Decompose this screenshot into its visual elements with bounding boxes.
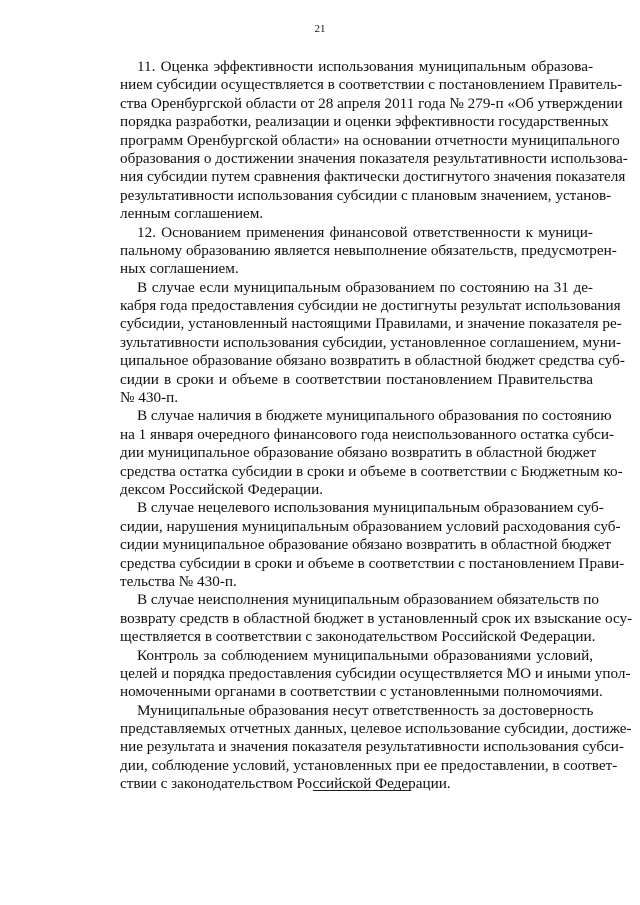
- text-line: дии муниципальное образование обязано возвратить в областной бюджет: [120, 444, 597, 462]
- text-line: ния субсидии путем сравнения фактически достигнутого значения показателя: [120, 168, 626, 186]
- text-line: субсидии, установленный настоящими Правилами, и значение показателя ре-: [120, 315, 622, 333]
- text-line: представляемых отчетных данных, целевое использование субсидии, достиже-: [120, 720, 632, 738]
- text-line: 11. Оценка эффективности использования муниципальным образова-: [137, 58, 593, 75]
- document-body: [120, 58, 633, 794]
- text-line: ципальное образование обязано возвратить в областной бюджет средства суб-: [120, 352, 625, 370]
- text-line: ства Оренбургской области от 28 апреля 2011 года № 279-п «Об утверждении: [120, 94, 623, 112]
- text-line: нием субсидии осуществляется в соответствии с постановлением Правитель-: [120, 76, 623, 94]
- text-line: средства остатка субсидии в сроки и объеме в соответствии с Бюджетным ко-: [120, 462, 623, 480]
- paragraph: [120, 58, 628, 224]
- paragraph: [120, 223, 617, 279]
- text-line: ных соглашением.: [120, 260, 239, 278]
- text-line: ществляется в соответствии с законодательством Российской Федерации.: [120, 628, 596, 646]
- text-line: дексом Российской Федерации.: [120, 480, 324, 498]
- text-line: В случае неисполнения муниципальным образованием обязательств по: [137, 591, 599, 609]
- text-line: ние результата и значения показателя результативности использования субси-: [120, 738, 624, 756]
- text-line: сидии, нарушения муниципальным образованием условий расходования суб-: [120, 517, 621, 535]
- text-line: пальному образованию является невыполнение обязательств, предусмотрен-: [120, 241, 617, 259]
- text-line: зультативности использования субсидии, установленное соглашением, муни-: [120, 333, 622, 351]
- text-line: тельства № 430-п.: [120, 572, 237, 590]
- text-line: Муниципальные образования несут ответственность за достоверность: [137, 701, 594, 719]
- page-number: 21: [314, 23, 326, 35]
- text-line: образования о достижении значения показателя результативности использова-: [120, 149, 628, 167]
- text-line: кабря года предоставления субсидии не достигнуты результат использования: [120, 297, 621, 315]
- text-line: результативности использования субсидии с плановым значением, установ-: [120, 186, 612, 204]
- text-line: В случае если муниципальным образованием по состоянию на 31 де-: [137, 278, 593, 296]
- paragraph: [120, 701, 632, 794]
- text-line: ленным соглашением.: [120, 205, 264, 223]
- text-line: сидии муниципальное образование обязано возвратить в областной бюджет: [120, 536, 612, 554]
- end-of-text-rule: [313, 790, 410, 791]
- text-line: № 430-п.: [120, 389, 179, 407]
- text-line: ствии с законодательством Российской Федерации.: [120, 775, 451, 793]
- text-line: программ Оренбургской области» на основании отчетности муниципального: [120, 131, 620, 149]
- text-line: сидии в сроки и объеме в соответствии постановлением Правительства: [120, 370, 593, 388]
- text-line: В случае нецелевого использования муниципальным образованием суб-: [137, 499, 604, 517]
- paragraph: [120, 591, 633, 646]
- paragraph: [120, 646, 631, 702]
- text-line: средства субсидии в сроки и объеме в соответствии с постановлением Прави-: [120, 554, 625, 572]
- text-line: номоченными органами в соответствии с установленными полномочиями.: [120, 683, 603, 701]
- text-line: на 1 января очередного финансового года неиспользованного остатка субси-: [120, 425, 614, 443]
- paragraph: [120, 407, 623, 499]
- text-line: 12. Основанием применения финансовой ответственности к муници-: [137, 223, 593, 241]
- text-line: возврату средств в областной бюджет в установленный срок их взыскание осу-: [120, 609, 633, 627]
- text-line: дии, соблюдение условий, установленных при ее предоставлении, в соответ-: [120, 756, 618, 774]
- text-line: Контроль за соблюдением муниципальными образованиями условий,: [137, 646, 593, 664]
- paragraph: [120, 499, 625, 591]
- paragraph: [120, 278, 625, 408]
- text-line: порядка разработки, реализации и оценки эффективности государственных: [120, 113, 609, 131]
- text-line: целей и порядка предоставления субсидии осуществляется МО и иными упол-: [120, 664, 631, 682]
- text-line: В случае наличия в бюджете муниципального образования по состоянию: [137, 407, 612, 425]
